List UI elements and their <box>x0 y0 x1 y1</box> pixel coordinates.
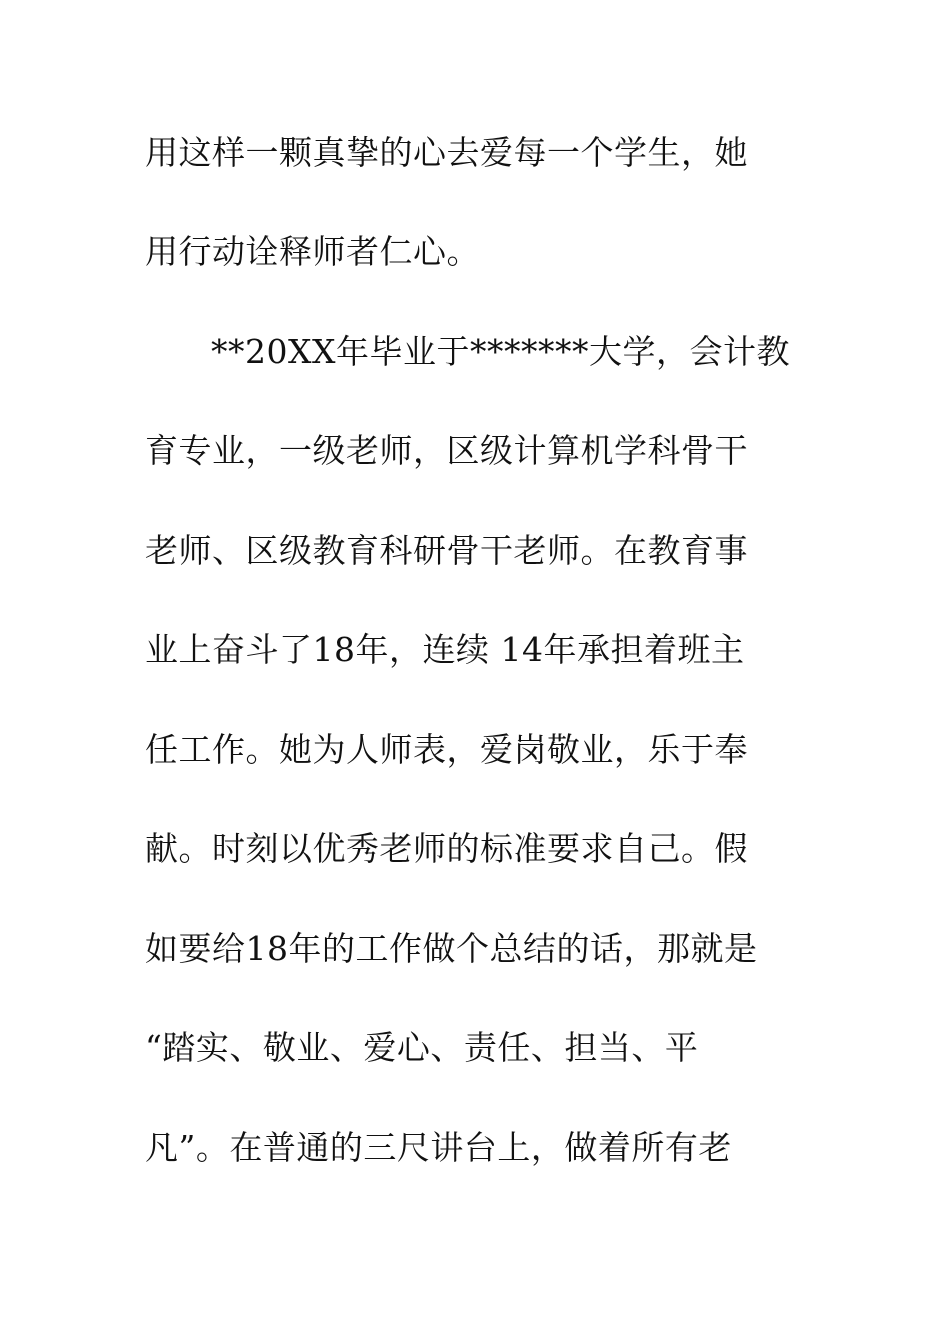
paragraph-line: 任工作。她为人师表，爱岗敬业，乐于奉 <box>145 730 748 769</box>
paragraph-line: 凡”。在普通的三尺讲台上，做着所有老 <box>145 1128 732 1167</box>
paragraph-line: 献。时刻以优秀老师的标准要求自己。假 <box>145 829 748 868</box>
paragraph-line: 育专业，一级老师，区级计算机学科骨干 <box>145 431 748 470</box>
paragraph-line: 如要给18年的工作做个总结的话，那就是 <box>145 929 758 968</box>
paragraph-first-line: **20XX年毕业于*******大学，会计教 <box>211 332 790 371</box>
paragraph-line: 业上奋斗了18年，连续 14年承担着班主 <box>145 630 745 669</box>
paragraph-line: 用行动诠释师者仁心。 <box>145 232 480 271</box>
paragraph-line: 用这样一颗真挚的心去爱每一个学生，她 <box>145 133 748 172</box>
paragraph-line: 老师、区级教育科研骨干老师。在教育事 <box>145 531 748 570</box>
paragraph-line: “踏实、敬业、爱心、责任、担当、平 <box>145 1028 699 1067</box>
